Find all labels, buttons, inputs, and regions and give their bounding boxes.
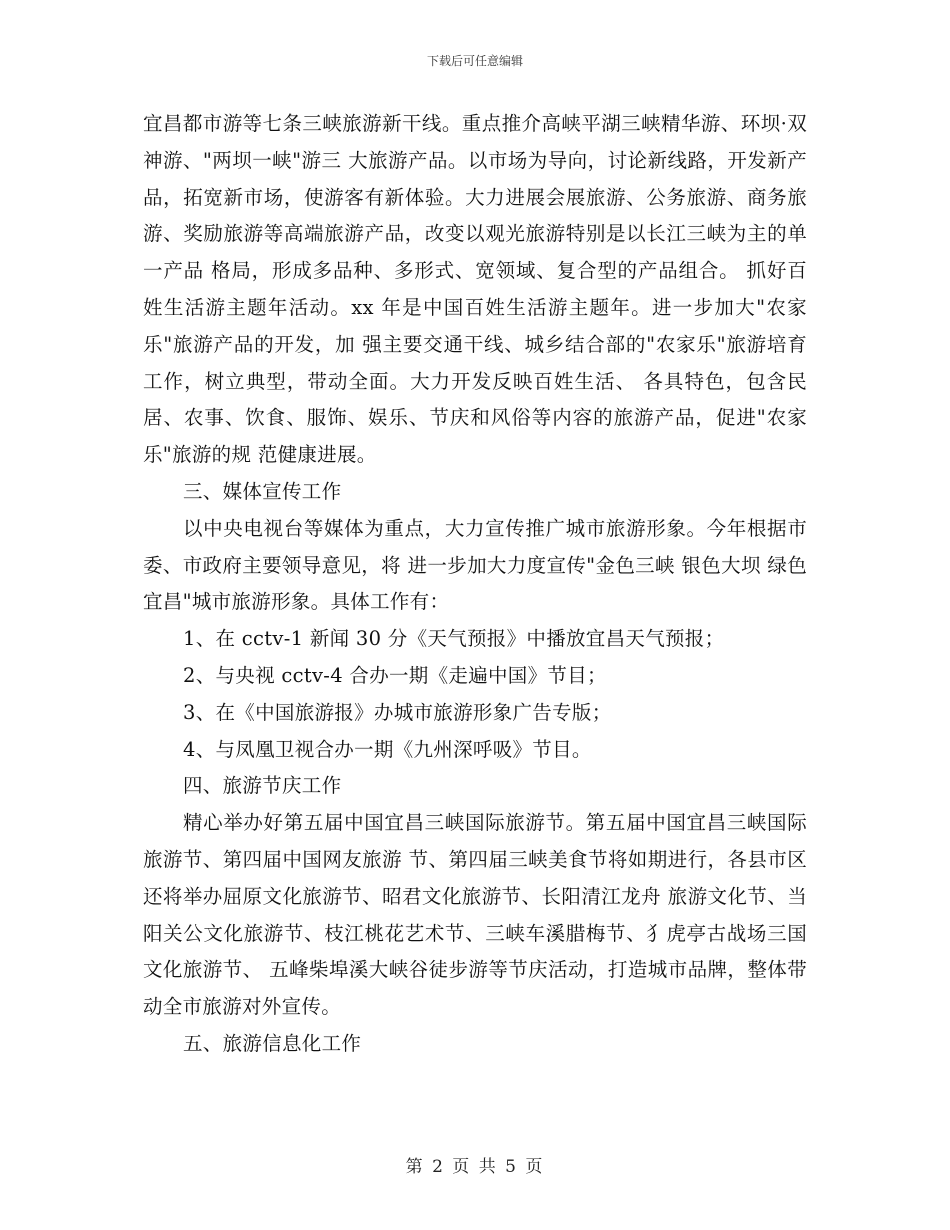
list-item-1: 1、在 cctv-1 新闻 30 分《天气预报》中播放宜昌天气预报；: [183, 627, 725, 651]
paragraph-continuation: 宜昌都市游等七条三峡旅游新干线。重点推介高峡平湖三峡精华游、环坝·双神游、"两坝一峡"游三 大旅游产品。以市场为导向，讨论新线路，开发新产品，拓宽新市场，使游客有新体验。大力进展会展旅游、公务旅游、商务旅游、奖励旅游等高端旅游产品，改变以观光旅游特别是以长江三峡为主的单一产品 格局，形成多品种、多形式、宽领域、复合型的产品组合。 抓好百姓生活游主题年活动。xx 年是中国百姓生活游主题年。进一步加大"农家乐"旅游产品的开发，加 强主要交通干线、城乡结合部的"农家乐"旅游培育工作，树立典型，带动全面。大力开发反映百姓生活、 各具特色，包含民居、农事、饮食、服饰、娱乐、节庆和风俗等内容的旅游产品，促进"农家乐"旅游的规 范健康进展。: [143, 112, 807, 467]
list-item-3: 3、在《中国旅游报》办城市旅游形象广告专版；: [183, 700, 612, 724]
list-item-4: 4、与凤凰卫视合办一期《九州深呼吸》节目。: [183, 737, 592, 761]
section-heading-informatization: 五、旅游信息化工作: [183, 1031, 362, 1055]
document-body: [143, 106, 807, 1063]
paragraph-festival: 精心举办好第五届中国宜昌三峡国际旅游节。第五届中国宜昌三峡国际旅游节、第四届中国网友旅游 节、第四届三峡美食节将如期进行，各县市区还将举办屈原文化旅游节、昭君文化旅游节、长阳清江龙舟 旅游文化节、当阳关公文化旅游节、枝江桃花艺术节、三峡车溪腊梅节、犭虎亭古战场三国文化旅游节、 五峰柴埠溪大峡谷徒步游等节庆活动，打造城市品牌，整体带动全市旅游对外宣传。: [143, 811, 807, 1019]
page-header: 下载后可任意编辑: [426, 54, 523, 68]
list-item-2: 2、与央视 cctv-4 合办一期《走遍中国》节目；: [183, 663, 607, 687]
section-heading-media: 三、媒体宣传工作: [183, 479, 342, 503]
section-heading-festival: 四、旅游节庆工作: [183, 774, 342, 798]
paragraph-media-intro: 以中央电视台等媒体为重点，大力宣传推广城市旅游形象。今年根据市委、市政府主要领导意见，将 进一步加大力度宣传"金色三峡 银色大坝 绿色宜昌"城市旅游形象。具体工作有：: [143, 516, 807, 614]
page-footer: 第 2 页 共 5 页: [405, 1157, 545, 1177]
